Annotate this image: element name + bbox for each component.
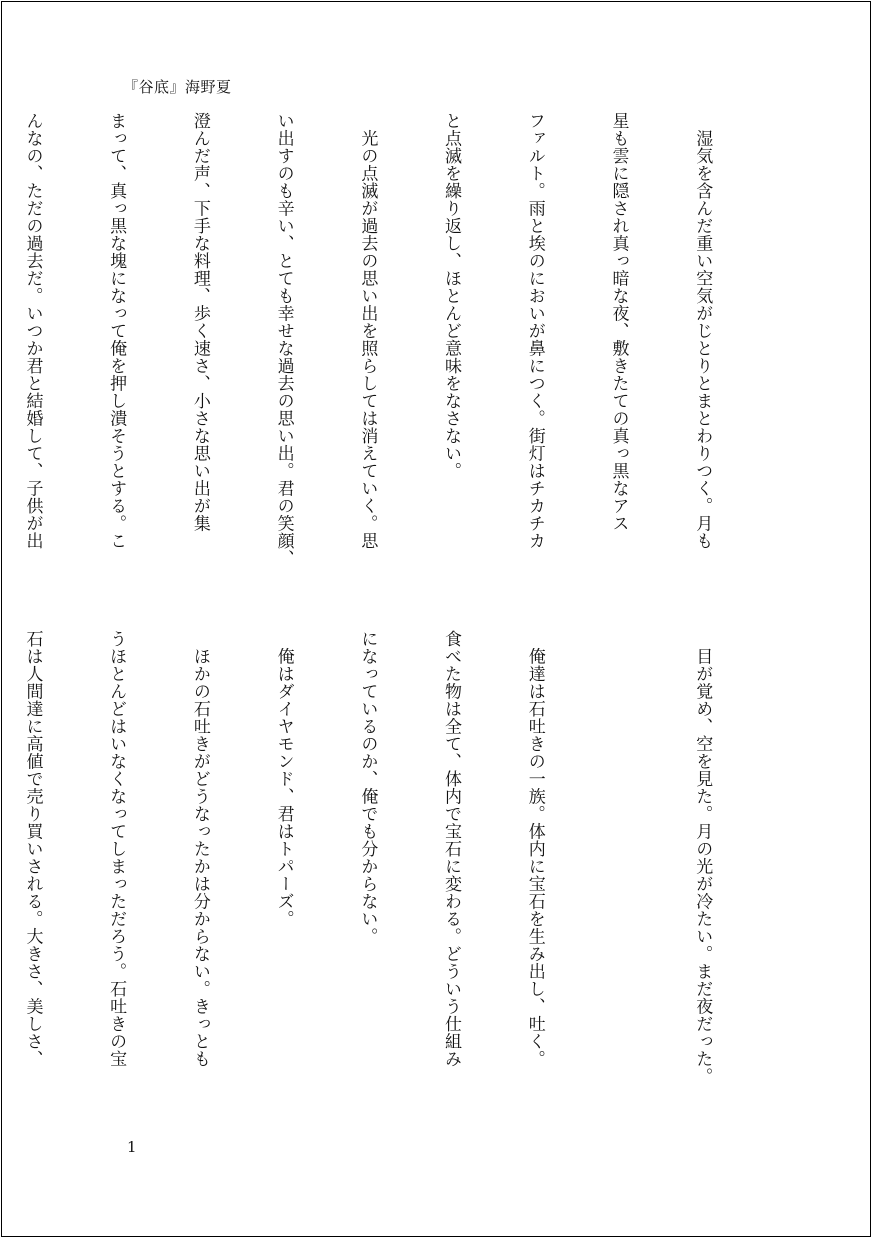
text-line: 湿気を含んだ重い空気がじとりとまとわりつく。月も	[692, 112, 713, 550]
blank-line	[604, 630, 632, 1120]
text-line: 光の点滅が過去の思い出を照らしては消えていく。思	[357, 112, 378, 550]
text-line: になっているのか、俺でも分からない。	[357, 630, 378, 945]
text-line: 食べた物は全て、体内で宝石に変わる。どういう仕組み	[441, 630, 462, 1068]
upper-text-block	[22, 112, 771, 602]
text-line: 石は人間達に高値で売り買いされる。大きさ、美しさ、	[22, 630, 43, 1068]
text-line: 俺はダイヤモンド、君はトパーズ。	[273, 630, 294, 928]
text-line: と点滅を繰り返し、ほとんど意味をなさない。	[441, 112, 462, 480]
page-number: 1	[127, 1138, 137, 1156]
text-line: まって、真っ黒な塊になって俺を押し潰そうとする。こ	[106, 112, 127, 550]
text-line: 星も雲に隠され真っ暗な夜、敷きたての真っ黒なアス	[608, 112, 629, 532]
running-header: 『谷底』海野夏	[123, 78, 232, 96]
lower-text-block	[22, 630, 771, 1120]
text-line: うほとんどはいなくなってしまっただろう。石吐きの宝	[106, 630, 127, 1068]
text-line: ファルト。雨と埃のにおいが鼻につく。街灯はチカチカ	[524, 112, 545, 550]
text-line: んなの、ただの過去だ。いつか君と結婚して、子供が出	[22, 112, 43, 550]
text-line: い出すのも辛い、とても幸せな過去の思い出。君の笑顔、	[273, 112, 294, 567]
text-line: 澄んだ声、下手な料理、歩く速さ、小さな思い出が集	[189, 112, 210, 532]
text-line: ほかの石吐きがどうなったかは分からない。きっとも	[189, 630, 210, 1068]
text-line: 目が覚め、空を見た。月の光が冷たい。まだ夜だった。	[692, 630, 713, 1085]
text-line: 俺達は石吐きの一族。体内に宝石を生み出し、吐く。	[524, 630, 545, 1068]
